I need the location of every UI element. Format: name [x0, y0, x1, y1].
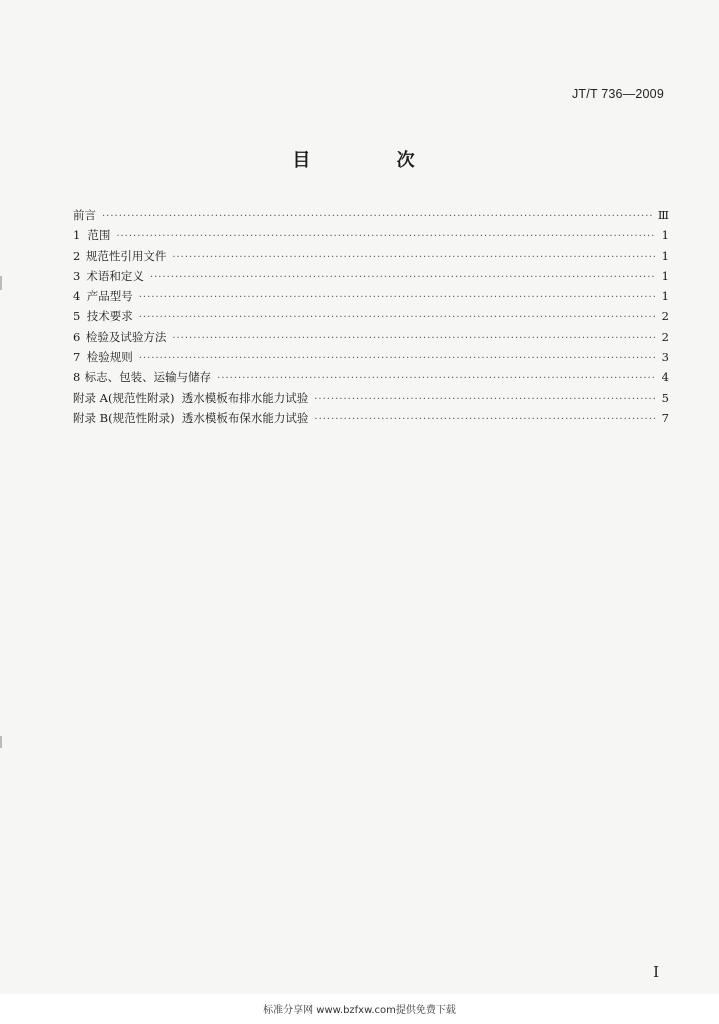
toc-entry-page: 1	[661, 228, 669, 243]
toc-entry-number: 7	[73, 350, 81, 365]
toc-entry-number: 6	[73, 329, 81, 344]
toc-leader-dots	[116, 227, 655, 247]
footer-download-notice[interactable]: 标准分享网 www.bzfxw.com提供免费下载	[263, 1005, 456, 1016]
toc-entry-1[interactable]	[73, 225, 669, 245]
scan-edge-mark	[0, 276, 2, 290]
toc-entry-page: 4	[661, 370, 669, 385]
toc-entry-foreword[interactable]	[73, 205, 669, 225]
toc-entry-number: 8	[73, 370, 81, 385]
toc-entry-number: 5	[73, 309, 81, 324]
page-number: I	[653, 963, 659, 981]
toc-leader-dots	[172, 248, 655, 268]
document-code: JT/T 736—2009	[571, 87, 664, 101]
toc-entry-6[interactable]	[73, 327, 669, 347]
toc-leader-dots	[314, 390, 655, 410]
toc-leader-dots	[172, 329, 655, 349]
toc-entry-label: 前言	[73, 208, 96, 222]
toc-entry-label: 术语和定义	[86, 268, 144, 283]
toc-entry-label: 范围	[87, 228, 111, 243]
toc-entry-page: 1	[661, 248, 669, 263]
toc-entry-label: 标志、包装、运输与储存	[84, 370, 212, 385]
toc-entry-label: 检验及试验方法	[85, 329, 167, 344]
toc-entry-label: 规范性引用文件	[85, 248, 167, 263]
toc-entry-page: 7	[661, 410, 669, 425]
toc-entry-page: 2	[661, 309, 669, 324]
table-of-contents	[73, 205, 669, 428]
toc-leader-dots	[217, 369, 655, 389]
toc-entry-appendix-b[interactable]	[73, 408, 669, 428]
toc-entry-3[interactable]	[73, 266, 669, 286]
toc-entry-label: 附录 B(规范性附录) 透水模板布保水能力试验	[73, 410, 309, 425]
toc-entry-label: 附录 A(规范性附录) 透水模板布排水能力试验	[73, 390, 309, 405]
toc-entry-7[interactable]	[73, 347, 669, 367]
toc-leader-dots	[139, 288, 655, 308]
toc-leader-dots	[314, 410, 655, 430]
page-title: 目 次	[292, 150, 455, 171]
toc-leader-dots	[150, 268, 655, 288]
toc-leader-dots	[102, 207, 654, 227]
toc-entry-page: 2	[661, 329, 669, 344]
toc-entry-8[interactable]	[73, 367, 669, 387]
toc-entry-2[interactable]	[73, 246, 669, 266]
toc-entry-appendix-a[interactable]	[73, 388, 669, 408]
toc-entry-label: 产品型号	[86, 289, 133, 304]
toc-leader-dots	[139, 308, 655, 328]
toc-entry-label: 检验规则	[86, 350, 133, 365]
toc-entry-page: 1	[661, 289, 669, 304]
toc-entry-5[interactable]	[73, 306, 669, 326]
toc-entry-page: 1	[661, 268, 669, 283]
toc-entry-number: 4	[73, 289, 81, 304]
toc-entry-number: 3	[73, 268, 81, 283]
toc-entry-number: 2	[73, 248, 81, 263]
scan-edge-mark	[0, 736, 2, 748]
toc-entry-number: 1	[73, 228, 81, 243]
toc-entry-label: 技术要求	[86, 309, 133, 324]
toc-entry-page: 5	[661, 390, 669, 405]
toc-entry-4[interactable]	[73, 286, 669, 306]
toc-leader-dots	[139, 349, 655, 369]
toc-entry-page: Ⅲ	[657, 208, 669, 222]
toc-entry-page: 3	[661, 350, 669, 365]
